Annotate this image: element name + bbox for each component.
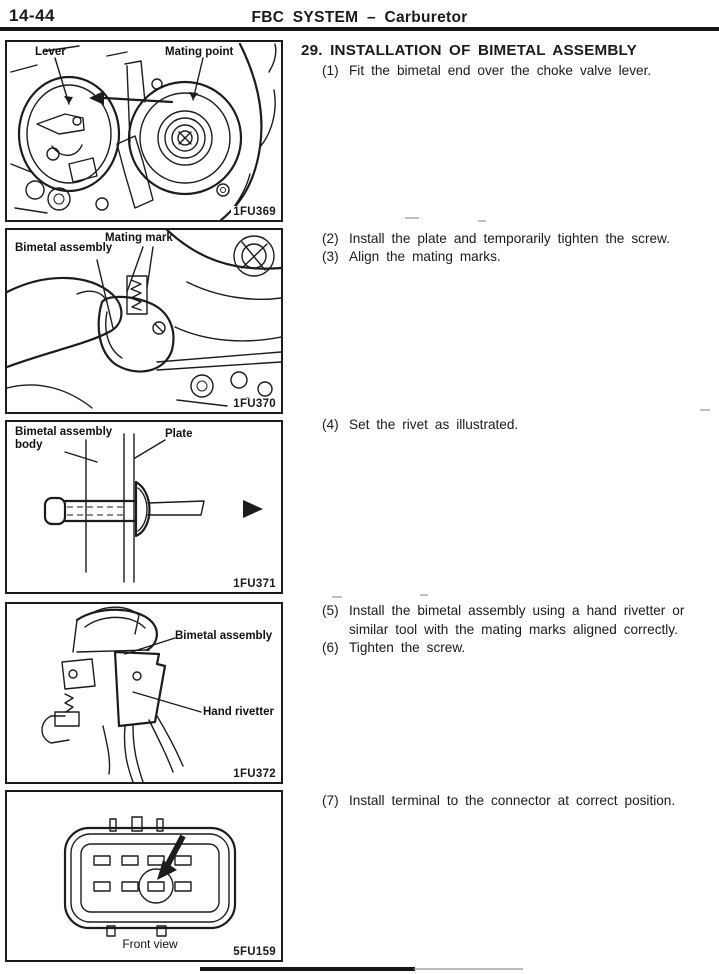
label-bimetal-assembly-body: Bimetal assembly body [15, 426, 113, 451]
label-mating-mark: Mating mark [105, 232, 173, 244]
step-text: Fit the bimetal end over the choke valve lever. [349, 63, 652, 78]
figure-rivet-diagram [5, 420, 283, 594]
figure-hand-rivetter [5, 602, 283, 784]
scan-artifact [478, 220, 486, 222]
scan-artifact [700, 409, 710, 411]
scan-artifact [332, 596, 342, 598]
bottom-scan-bar-faint [413, 968, 523, 970]
step-5 [322, 602, 714, 639]
step-number: (2) [322, 231, 339, 246]
step-7 [322, 792, 714, 811]
step-text: Install the plate and temporarily tighten the screw. [349, 231, 670, 246]
connector-front-view-illustration [7, 792, 281, 960]
step-3 [322, 248, 714, 267]
scan-artifact [405, 217, 419, 219]
section-heading: 29. INSTALLATION OF BIMETAL ASSEMBLY [301, 42, 637, 59]
page-number: 14-44 [9, 6, 55, 25]
step-number: (1) [322, 63, 339, 78]
header-rule [0, 27, 719, 31]
step-1 [322, 62, 714, 81]
step-number: (7) [322, 793, 339, 808]
step-2 [322, 230, 714, 249]
header-title: FBC SYSTEM – Carburetor [251, 9, 468, 26]
figure-bimetal-mating-mark [5, 228, 283, 414]
choke-lever-illustration [7, 42, 281, 220]
step-text: Install terminal to the connector at correct position. [349, 793, 676, 808]
figure-choke-lever [5, 40, 283, 222]
label-mating-point: Mating point [165, 46, 234, 58]
step-text: Install the bimetal assembly using a hand rivetter or similar tool with the mating marks aligned correctly. [349, 603, 685, 637]
figure-code: 5FU159 [233, 946, 276, 958]
step-number: (6) [322, 640, 339, 655]
figure-connector-front-view [5, 790, 283, 962]
scan-artifact [420, 594, 428, 596]
figure-code: 1FU369 [233, 206, 276, 218]
label-plate: Plate [165, 428, 193, 440]
step-text: Set the rivet as illustrated. [349, 417, 519, 432]
label-hand-rivetter: Hand rivetter [203, 706, 274, 718]
step-text: Tighten the screw. [349, 640, 466, 655]
step-text: Align the mating marks. [349, 249, 501, 264]
figure-code: 1FU372 [233, 768, 276, 780]
figure-code: 1FU370 [233, 398, 276, 410]
figure-code: 1FU371 [233, 578, 276, 590]
label-bimetal-assembly: Bimetal assembly [175, 630, 273, 642]
step-number: (5) [322, 603, 339, 618]
label-front-view: Front view [122, 937, 178, 951]
step-number: (3) [322, 249, 339, 264]
bottom-scan-bar [200, 967, 415, 971]
bimetal-mating-mark-illustration [7, 230, 281, 412]
label-bimetal-assembly: Bimetal assembly [15, 242, 113, 254]
step-6 [322, 639, 714, 658]
label-lever: Lever [35, 46, 66, 58]
step-4 [322, 416, 714, 435]
step-number: (4) [322, 417, 339, 432]
